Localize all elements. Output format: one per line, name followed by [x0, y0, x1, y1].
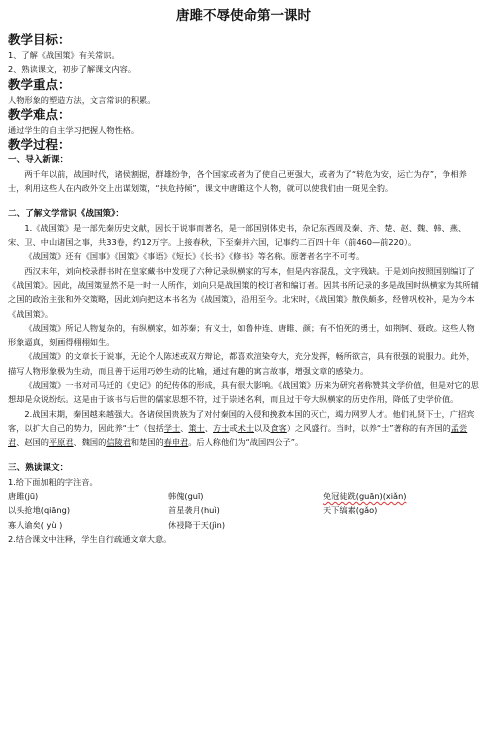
- goals-heading: 教学目标：: [8, 32, 71, 47]
- vocab-item: 以头抢地(qiāng): [8, 505, 71, 516]
- literature-paragraph: 《战国策》还有《国事》《国策》《事语》《短长》《长书》《修书》等名称。原著者名字不可考。: [24, 251, 365, 262]
- literature-paragraph-warring-states: 2.战国末期，秦国越来越强大。各诸侯国贵族为了对付秦国的入侵和挽救本国的灭亡，竭力网罗人才。他们礼贤下士，广招宾客，以扩大自己的势力，因此养“士”（包括学士、策士、方士或术士以及食客）之风盛行。当时，以养“士”著称的有齐国的孟尝君、赵国的平原君、魏国的信陵君和楚国的春申君。后人称他们为“战国四公子”。: [8, 408, 475, 448]
- section-reading-heading: 三、熟读课文：: [8, 462, 69, 473]
- goal-item: 1、了解《战国策》有关常识。: [8, 50, 120, 60]
- page-title: 唐雎不辱使命第一课时: [176, 8, 311, 24]
- vocab-item: 免冠徒跣(guān)(xiǎn): [323, 490, 407, 501]
- vocab-item: 休祲降于天(jìn): [168, 519, 226, 530]
- vocab-row: [8, 518, 479, 533]
- key-points-heading: 教学重点：: [8, 76, 71, 92]
- literature-paragraph: 《战国策》的文章长于说事，无论个人陈述或双方辩论，都喜欢渲染夸大，充分发挥，畅所欲言，具有很强的说服力。此外，描写人物形象极为生动，而且善于运用巧妙生动的比喻，通过有趣的寓言故事，增强文章的感染力。: [8, 351, 475, 376]
- section-intro-heading: 一、导入新课：: [8, 155, 69, 166]
- vocab-item: [323, 518, 479, 533]
- reading-subtask: 2.结合课文中注释，学生自行疏通文章大意。: [8, 534, 172, 545]
- literature-paragraph: 1.《战国策》是一部先秦历史文献，因长于说事而著名，是一部国别体史书，杂记东西周及秦、齐、楚、赵、魏、韩、燕、宋、卫、中山诸国之事，共33卷，约12万字。上接春秋，下至秦并六国，记事约二百四十年（前460—前220）。: [8, 222, 467, 248]
- literature-paragraph: 《战国策》所记人物复杂的，有纵横家，如苏秦；有义士，如鲁仲连、唐睢、颜；有不怕死的勇士，如荆轲、聂政。这些人物形象逼真，刻画得栩栩如生。: [8, 322, 475, 348]
- vocab-row: [8, 489, 479, 504]
- literature-paragraph: 《战国策》一书对司马迁的《史记》的纪传体的形成，具有很大影响。《战国策》历来为研究者称赞其文学价值，但是对它的思想却是众说纷纭。这是由于该书与后世的儒家思想不符，过于崇述名利，而且过于夸大纵横家的历史作用，降低了史学价值。: [8, 380, 479, 405]
- vocab-item: 寡人谕矣( yù ): [8, 519, 63, 530]
- section-literature-heading: 二、了解文学常识《战国策》：: [8, 208, 125, 219]
- process-heading: 教学过程：: [8, 137, 71, 153]
- vocab-item: 天下缟素(gǎo): [323, 505, 378, 516]
- difficulty-heading: 教学难点：: [8, 106, 71, 122]
- vocab-item: 韩傀(guī): [168, 490, 204, 501]
- reading-subtask: 1.给下面加粗的字注音。: [8, 476, 98, 487]
- section-intro-text: 两千年以前，战国时代，诸侯割据，群雄纷争，各个国家或者为了使自己更强大，或者为了“转危为安，运亡为存”，争相养士，利用这些人在内政外交上出谋划策，“扶危持倾”，课文中唐雎这个人物，就可以使我们由一斑见全豹。: [8, 169, 467, 194]
- key-points-text: 人物形象的塑造方法，文言常识的积累。: [8, 94, 156, 105]
- goal-item: 2、熟读课文，初步了解课文内容。: [8, 64, 137, 75]
- vocab-item: 唐雎(jū): [8, 490, 39, 501]
- vocab-item: 首星袭月(huì): [168, 505, 220, 516]
- vocab-row: [8, 503, 479, 518]
- literature-paragraph: 西汉末年，刘向校录群书时在皇家藏书中发现了六种记录纵横家的写本，但是内容混乱，文字残缺。于是刘向按照国别编订了《战国策》。因此，战国策显然不是一时一人所作，刘向只是战国策的校订者和编订者。因其书所记录的多是战国时纵横家为其所辅之国的政治主张和外交策略，因此刘向把这本书名为《战国策》，沿用至今。北宋时，《战国策》散佚颇多，经曾巩校补，是为今本《战国策》。: [8, 265, 479, 319]
- difficulty-text: 通过学生的自主学习把握人物性格。: [8, 124, 140, 135]
